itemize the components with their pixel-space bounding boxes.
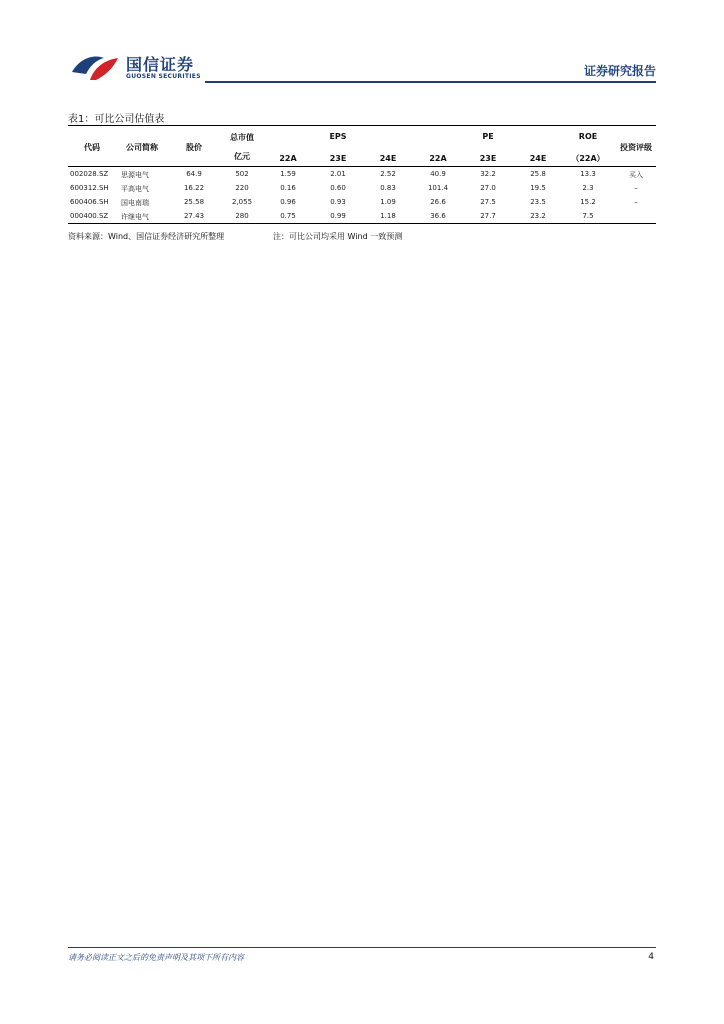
table-source: 资料来源：Wind、国信证券经济研究所整理: [68, 232, 225, 241]
cell-eps23: 2.01: [330, 170, 346, 178]
col-header-pe: PE: [482, 132, 494, 141]
cell-code: 002028.SZ: [70, 170, 109, 178]
col-header-pe-23e: 23E: [479, 154, 497, 163]
col-header-mcap: 总市值: [230, 133, 254, 142]
col-header-eps-23e: 23E: [329, 154, 347, 163]
cell-eps24: 1.18: [380, 212, 396, 220]
cell-name: 国电南瑞: [121, 199, 149, 207]
cell-pe24: 23.2: [530, 212, 546, 220]
cell-pe24: 25.8: [530, 170, 546, 178]
logo-chinese-text: 国信证券: [126, 55, 195, 74]
cell-price: 25.58: [183, 198, 205, 206]
cell-pe23: 27.7: [480, 212, 496, 220]
cell-name: 许继电气: [121, 213, 149, 221]
header-divider: [205, 81, 656, 83]
cell-rating: –: [634, 184, 638, 192]
cell-mcap: 220: [235, 184, 249, 192]
guosen-logo: [70, 50, 210, 86]
cell-price: 64.9: [186, 170, 202, 178]
page-number: 4: [648, 952, 654, 962]
col-header-eps-24e: 24E: [379, 154, 397, 163]
cell-pe22: 40.9: [430, 170, 446, 178]
table-note: 注：可比公司均采用 Wind 一致预测: [273, 232, 403, 241]
cell-roe: 2.3: [582, 184, 594, 192]
cell-eps22: 0.75: [280, 212, 296, 220]
cell-eps22: 0.16: [280, 184, 296, 192]
cell-pe22: 26.6: [430, 198, 446, 206]
cell-pe23: 27.5: [480, 198, 496, 206]
table-top-rule: [68, 125, 656, 126]
cell-price: 16.22: [183, 184, 205, 192]
footer-disclaimer: 请务必阅读正文之后的免责声明及其项下所有内容: [68, 953, 244, 962]
cell-mcap: 2,055: [231, 198, 253, 206]
cell-pe23: 32.2: [480, 170, 496, 178]
cell-code: 000400.SZ: [70, 212, 109, 220]
cell-roe: 7.5: [582, 212, 594, 220]
logo-english-text: GUOSEN SECURITIES: [126, 73, 201, 80]
cell-pe22: 36.6: [430, 212, 446, 220]
col-header-code: 代码: [84, 143, 100, 152]
cell-eps23: 0.60: [330, 184, 346, 192]
cell-pe24: 23.5: [530, 198, 546, 206]
cell-mcap: 502: [235, 170, 249, 178]
cell-code: 600312.SH: [70, 184, 109, 192]
cell-rating: 买入: [629, 171, 643, 179]
guosen-logo-mark-icon: [70, 52, 122, 82]
col-header-roe-year: （22A）: [571, 154, 605, 163]
col-header-pe-24e: 24E: [529, 154, 547, 163]
cell-eps24: 2.52: [380, 170, 396, 178]
cell-eps23: 0.93: [330, 198, 346, 206]
col-header-pe-22a: 22A: [429, 154, 447, 163]
cell-mcap: 280: [235, 212, 249, 220]
cell-price: 27.43: [183, 212, 205, 220]
cell-eps22: 0.96: [280, 198, 296, 206]
cell-name: 平高电气: [121, 185, 149, 193]
col-header-price: 股价: [186, 143, 202, 152]
col-header-mcap-unit: 亿元: [234, 152, 250, 161]
table-title: 表1：可比公司估值表: [68, 114, 165, 125]
cell-roe: 15.2: [580, 198, 596, 206]
cell-eps24: 1.09: [380, 198, 396, 206]
cell-roe: 13.3: [580, 170, 596, 178]
col-header-name: 公司简称: [126, 143, 158, 152]
table-header-rule: [68, 166, 656, 167]
table-bottom-rule: [68, 223, 656, 224]
col-header-roe: ROE: [578, 132, 598, 141]
cell-pe22: 101.4: [427, 184, 449, 192]
cell-eps23: 0.99: [330, 212, 346, 220]
cell-pe23: 27.0: [480, 184, 496, 192]
col-header-rating: 投资评级: [620, 143, 652, 152]
col-header-eps-22a: 22A: [279, 154, 297, 163]
cell-name: 思源电气: [121, 171, 149, 179]
cell-pe24: 19.5: [530, 184, 546, 192]
cell-code: 600406.SH: [70, 198, 109, 206]
cell-eps22: 1.59: [280, 170, 296, 178]
cell-rating: –: [634, 198, 638, 206]
report-type-label: 证券研究报告: [583, 64, 656, 78]
col-header-eps: EPS: [329, 132, 347, 141]
footer-divider: [68, 947, 656, 948]
cell-eps24: 0.83: [380, 184, 396, 192]
